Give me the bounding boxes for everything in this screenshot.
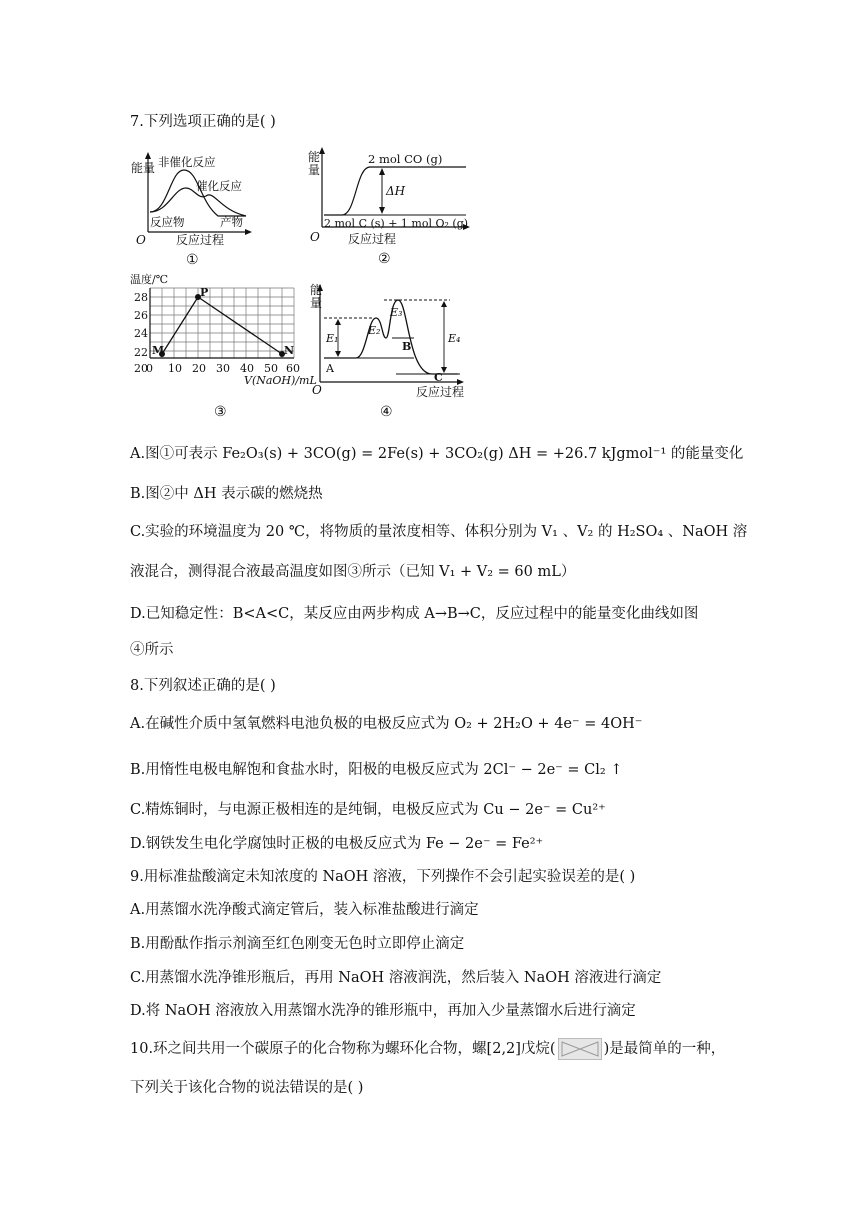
fig3-caption: ③: [214, 404, 227, 420]
q7-option-b: B.图②中 ΔH 表示碳的燃烧热: [130, 486, 323, 502]
fig2-xlabel: 反应过程: [348, 232, 397, 246]
fig4-e1: E₁: [326, 332, 339, 345]
fig4-ylabel-2: 量: [310, 296, 323, 310]
fig4-caption: ④: [380, 404, 393, 420]
fig3-xtick-20: 20: [192, 362, 206, 375]
q8-option-c: C.精炼铜时，与电源正极相连的是纯铜，电极反应式为 Cu − 2e⁻ = Cu²⁺: [130, 802, 606, 818]
q9-option-a: A.用蒸馏水洗净酸式滴定管后，装入标准盐酸进行滴定: [130, 902, 479, 918]
fig4-origin: O: [312, 383, 322, 397]
fig4-c: C: [434, 371, 443, 384]
fig1-uncat-label: 非催化反应: [158, 155, 216, 169]
figure-4: [310, 280, 470, 420]
fig3-xtick-40: 40: [240, 362, 254, 375]
fig3-ytick-24: 24: [134, 327, 148, 340]
q9-stem: 9.用标准盐酸滴定未知浓度的 NaOH 溶液，下列操作不会引起实验误差的是( ): [130, 869, 636, 885]
fig3-xtick-30: 30: [216, 362, 230, 375]
spiropentane-structure-image: [558, 1038, 602, 1060]
figure-2: [306, 145, 476, 268]
fig4-e2: E₂: [368, 324, 381, 337]
q10-stem-part1: 10.环之间共用一个碳原子的化合物称为螺环化合物，螺[2,2]戊烷(: [130, 1041, 556, 1057]
fig1-xlabel: 反应过程: [176, 233, 225, 247]
fig1-product-label: 产物: [220, 215, 243, 229]
q7-option-c-line1: C.实验的环境温度为 20 ℃，将物质的量浓度相等、体积分别为 V₁ 、V₂ 的 H₂SO₄ 、NaOH 溶: [130, 524, 748, 540]
q9-option-d: D.将 NaOH 溶液放入用蒸馏水洗净的锥形瓶中，再加入少量蒸馏水后进行滴定: [130, 1003, 636, 1019]
q7-option-d-line2: ④所示: [130, 642, 174, 658]
fig4-xlabel: 反应过程: [416, 385, 465, 399]
q7-option-a: A.图①可表示 Fe₂O₃(s) + 3CO(g) = 2Fe(s) + 3CO₂(g) ΔH = +26.7 kJgmol⁻¹ 的能量变化: [130, 446, 744, 462]
fig1-reactant-label: 反应物: [150, 215, 185, 229]
fig2-ylabel-2: 量: [308, 163, 321, 177]
q10-stem-line2: 下列关于该化合物的说法错误的是( ): [130, 1080, 364, 1096]
fig4-e3: E₃: [390, 306, 403, 319]
fig3-xtick-60: 60: [286, 362, 300, 375]
figure-1: [128, 150, 258, 268]
fig2-top-label: 2 mol CO (g): [368, 152, 443, 166]
q7-option-c-line2: 液混合，测得混合液最高温度如图③所示（已知 V₁ + V₂ = 60 mL）: [130, 564, 576, 580]
q8-option-d: D.钢铁发生电化学腐蚀时正极的电极反应式为 Fe − 2e⁻ = Fe²⁺: [130, 836, 544, 852]
fig1-cat-label: 催化反应: [196, 179, 242, 193]
fig2-ylabel-1: 能: [308, 150, 321, 164]
fig4-e4: E₄: [448, 332, 461, 345]
fig1-origin: O: [136, 233, 146, 247]
q8-option-b: B.用惰性电极电解饱和食盐水时，阳极的电极反应式为 2Cl⁻ − 2e⁻ = Cl₂ ↑: [130, 762, 623, 778]
fig3-xtick-10: 10: [168, 362, 182, 375]
fig3-ytick-22: 22: [134, 346, 148, 359]
fig3-ytick-26: 26: [134, 309, 148, 322]
fig1-ylabel: 能量: [131, 161, 156, 175]
q7-stem: 7.下列选项正确的是( ): [130, 114, 276, 130]
fig3-point-n: N: [284, 344, 295, 357]
fig2-dh-label: ΔH: [386, 184, 406, 198]
fig2-bottom-label: 2 mol C (s) + 1 mol O₂ (g): [324, 217, 469, 230]
fig3-point-p: P: [200, 286, 209, 299]
q9-option-c: C.用蒸馏水洗净锥形瓶后，再用 NaOH 溶液润洗，然后装入 NaOH 溶液进行滴定: [130, 970, 662, 986]
q10-stem-part2: )是最简单的一种，: [603, 1041, 726, 1057]
fig4-ylabel-1: 能: [310, 283, 323, 297]
fig3-xtick-50: 50: [264, 362, 278, 375]
q9-option-b: B.用酚酞作指示剂滴至红色刚变无色时立即停止滴定: [130, 936, 465, 952]
figure-3: [128, 272, 317, 420]
fig4-b: B: [402, 340, 412, 353]
fig3-ylabel: 温度/℃: [130, 273, 169, 286]
fig2-caption: ②: [378, 251, 391, 267]
q8-stem: 8.下列叙述正确的是( ): [130, 678, 276, 694]
q7-option-d-line1: D.已知稳定性：B<A<C，某反应由两步构成 A→B→C，反应过程中的能量变化曲线如图: [130, 606, 699, 622]
fig3-xlabel: V(NaOH)/mL: [244, 374, 317, 387]
fig3-point-m: M: [152, 344, 165, 357]
q10-stem-line1: [130, 1038, 725, 1060]
fig3-ytick-28: 28: [134, 291, 148, 304]
fig3-xtick-0: 0: [146, 362, 153, 375]
fig2-origin: O: [310, 230, 320, 244]
fig4-a: A: [326, 362, 334, 375]
fig3-ytick-20: 20: [134, 362, 148, 375]
fig1-caption: ①: [186, 252, 199, 268]
q8-option-a: A.在碱性介质中氢氧燃料电池负极的电极反应式为 O₂ + 2H₂O + 4e⁻ = 4OH⁻: [130, 716, 643, 732]
